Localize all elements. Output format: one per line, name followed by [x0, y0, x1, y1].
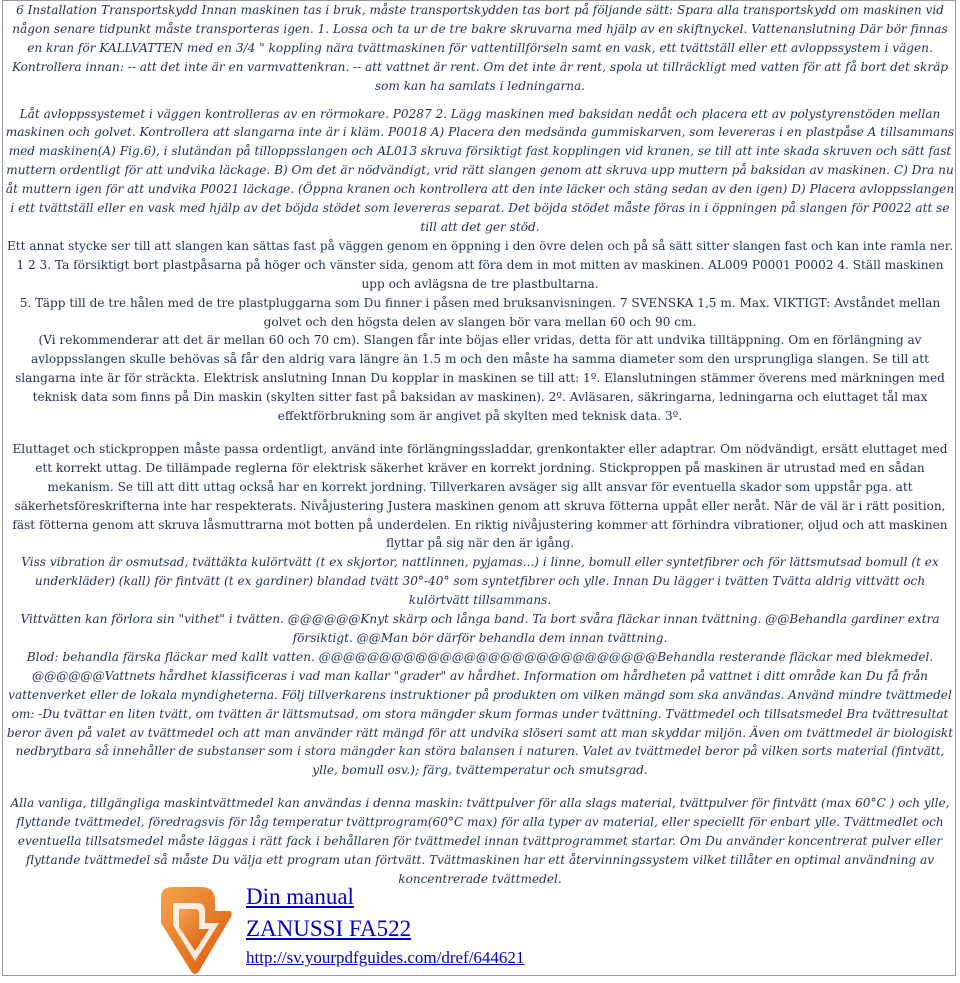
paragraph: Ett annat stycke ser till att slangen kan sättas fast på väggen genom en öppning i den övre delen och på så sätt sitter slangen fast och kan inte ramla ner. 1 2 3. Ta försiktigt bort plastpåsarna på höger och vänster sida, genom att föra dem in mot mitten av maskinen. AL009 P0001 P0002 4. Ställ maskinen upp och avlägsna de tre plastbultarna.	[6, 238, 954, 291]
manual-footer	[3, 879, 957, 975]
paragraph-spacer	[3, 96, 957, 105]
paragraph: Eluttaget och stickproppen måste passa ordentligt, använd inte förlängningssladdar, grenkontakter eller adaptrar. Om nödvändigt, ersätt eluttaget med ett korrekt uttag. De tillämpade reglerna för elektrisk säkerhet kräver en korrekt jordning. Stickproppen på maskinen är utrustad med en sådan mekanism. Se till att ditt uttag också har en korrekt jordning. Tillverkaren avsäger sig allt ansvar för eventuella skador som uppstår pga. att säkerhetsföreskrifterna inte har respekterats. Nivåjustering Justera maskinen genom att skruva fötterna uppåt eller neråt. När de väl är i rätt position, fäst fötterna genom att skruva låsmuttrarna mot botten på underdelen. En riktig nivåjustering kommer att förhindra vibrationer, oljud och att maskinen flyttar på sig när den är igång.	[12, 441, 948, 551]
paragraph-spacer	[3, 426, 957, 440]
url-link[interactable]: http://sv.yourpdfguides.com/dref/644621	[246, 948, 525, 967]
paragraph: Viss vibration är osmutsad, tvättäkta kulörtvätt (t ex skjortor, nattlinnen, pyjamas...) i linne, bomull eller syntetfibrer och för lättsmutsad bomull (t ex underkläder) (kall) för fintvätt (t ex gardiner) blandad tvätt 30°-40° som syntetfibrer och ylle. Innan Du lägger i tvätten Tvätta aldrig vittvätt och kulörtvätt tillsammans.	[21, 555, 939, 608]
paragraph: 6 Installation Transportskydd Innan maskinen tas i bruk, måste transportskydden tas bort på följande sätt: Spara alla transportskydd om maskinen vid någon senare tidpunkt måste transporteras igen. 1. Lossa och ta ur de tre bakre skruvarna med hjälp av en skiftnyckel. Vattenanslutning Där bör finnas en kran för KALLVATTEN med en 3/4 " koppling nära tvättmaskinen för vattentillförseln samt en vask, ett tvättställ eller ett avloppssystem i vägen. Kontrollera innan: -- att det inte är en varmvattenkran. -- att vattnet är rent. Om det inte är rent, spola ut tillräckligt med vatten för att få bort det skräp som kan ha samlats i ledningarna.	[11, 3, 949, 93]
manual-links	[246, 882, 524, 970]
paragraph: Blod: behandla färska fläckar med kallt vatten. @@@@@@@@@@@@@@@@@@@@@@@@@@@@Behandla resterande fläckar med blekmedel. @@@@@@Vattnets hårdhet klassificeras i vad man kallar "grader" av hårdhet. Information om hårdheten på vattnet i ditt område kan Du få från vattenverket eller de lokala myndigheterna. Följ tillverkarens instruktioner på produkten om vilken mängd som ska användas. Använd mindre tvättmedel om: -Du tvättar en liten tvätt, om tvätten är lättsmutsad, om stora mängder skum formas under tvättning. Tvättmedel och tillsatsmedel Bra tvättresultat beror även på valet av tvättmedel och att man använder rätt mängd för att undvika slöseri samt att man skyddar miljön. Även om tvättmedel är biologiskt nedbrytbara så innehåller de substanser som i stora mängder kan störa balansen i naturen. Valet av tvättmedel beror på vilken sorts material (fintvätt, ylle, bomull osv.); färg, tvättemperatur och smutsgrad.	[6, 649, 954, 778]
paragraph: Vittvätten kan förlora sin "vithet" i tvätten. @@@@@@Knyt skärp och långa band. Ta bort svåra fläckar innan tvättning. @@Behandla gardiner extra försiktigt. @@Man bör därför behandla dem innan tvättning.	[20, 612, 940, 645]
document-page	[2, 0, 956, 976]
pdf-guides-logo-icon	[153, 883, 235, 975]
din-manual-link[interactable]: Din manual	[246, 884, 354, 909]
model-link[interactable]: ZANUSSI FA522	[246, 916, 412, 941]
paragraph-spacer	[3, 780, 957, 794]
paragraph: (Vi rekommenderar att det är mellan 60 och 70 cm). Slangen får inte böjas eller vridas, detta för att undvika tilltäppning. Om en förlängning av avloppsslangen skulle behövas så får den aldrig vara längre än 1.5 m och den måste ha samma diameter som den ursprungliga slangen. Se till att slangarna inte är för sträckta. Elektrisk anslutning Innan Du kopplar in maskinen se till att: 1º. Elanslutningen stämmer överens med märkningen med teknisk data som finns på Din maskin (skylten sitter fast på baksidan av maskinen). 2º. Avläsaren, säkringarna, ledningarna och eluttaget tål max effektförbrukning som är angivet på skylten med teknisk data. 3º.	[15, 333, 945, 424]
paragraph: 5. Täpp till de tre hålen med de tre plastpluggarna som Du finner i påsen med bruksanvisningen. 7 SVENSKA 1,5 m. Max. VIKTIGT: Avståndet mellan golvet och den högsta delen av slangen bör vara mellan 60 och 90 cm.	[19, 295, 941, 329]
paragraph: Låt avloppssystemet i väggen kontrolleras av en rörmokare. P0287 2. Lägg maskinen med baksidan nedåt och placera ett av polystyrenstöden mellan maskinen och golvet. Kontrollera att slangarna inte är i kläm. P0018 A) Placera den medsända gummiskarven, som levereras i en plastpåse A tillsammans med maskinen(A) Fig.6), i slutändan på tilloppsslangen och AL013 skruva försiktigt fast kopplingen vid kranen, se till att inte skada skruven och sätt fast muttern ordentligt för att undvika läckage. B) Om det är nödvändigt, vrid rätt slangen genom att skruva upp muttern på baksidan av maskinen. C) Dra nu åt muttern igen för att undvika P0021 läckage. (Öppna kranen och kontrollera att den inte läcker och stäng sedan av den igen) D) Placera avloppsslangen i ett tvättställ eller en vask med hjälp av det böjda stödet som levereras separat. Det böjda stödet måste föras in i öppningen på slangen för P0022 att se till att det ger stöd.	[5, 106, 955, 234]
paragraph: Alla vanliga, tillgängliga maskintvättmedel kan användas i denna maskin: tvättpulver för alla slags material, tvättpulver för fintvätt (max 60°C ) och ylle, flyttande tvättmedel, föredragsvis för låg temperatur tvättprogram(60°C max) för alla typer av material, eller speciellt för enbart ylle. Tvättmedlet och eventuella tillsatsmedel måste läggas i rätt fack i behållaren för tvättmedel innan tvättprogrammet startar. Om Du använder koncentrerat pulver eller flyttande tvättmedel så måste Du välja ett program utan förtvätt. Tvättmaskinen har ett återvinningssystem vilket tillåter en optimal användning av koncentrerade tvättmedel.	[10, 796, 950, 886]
document-body	[3, 1, 957, 889]
